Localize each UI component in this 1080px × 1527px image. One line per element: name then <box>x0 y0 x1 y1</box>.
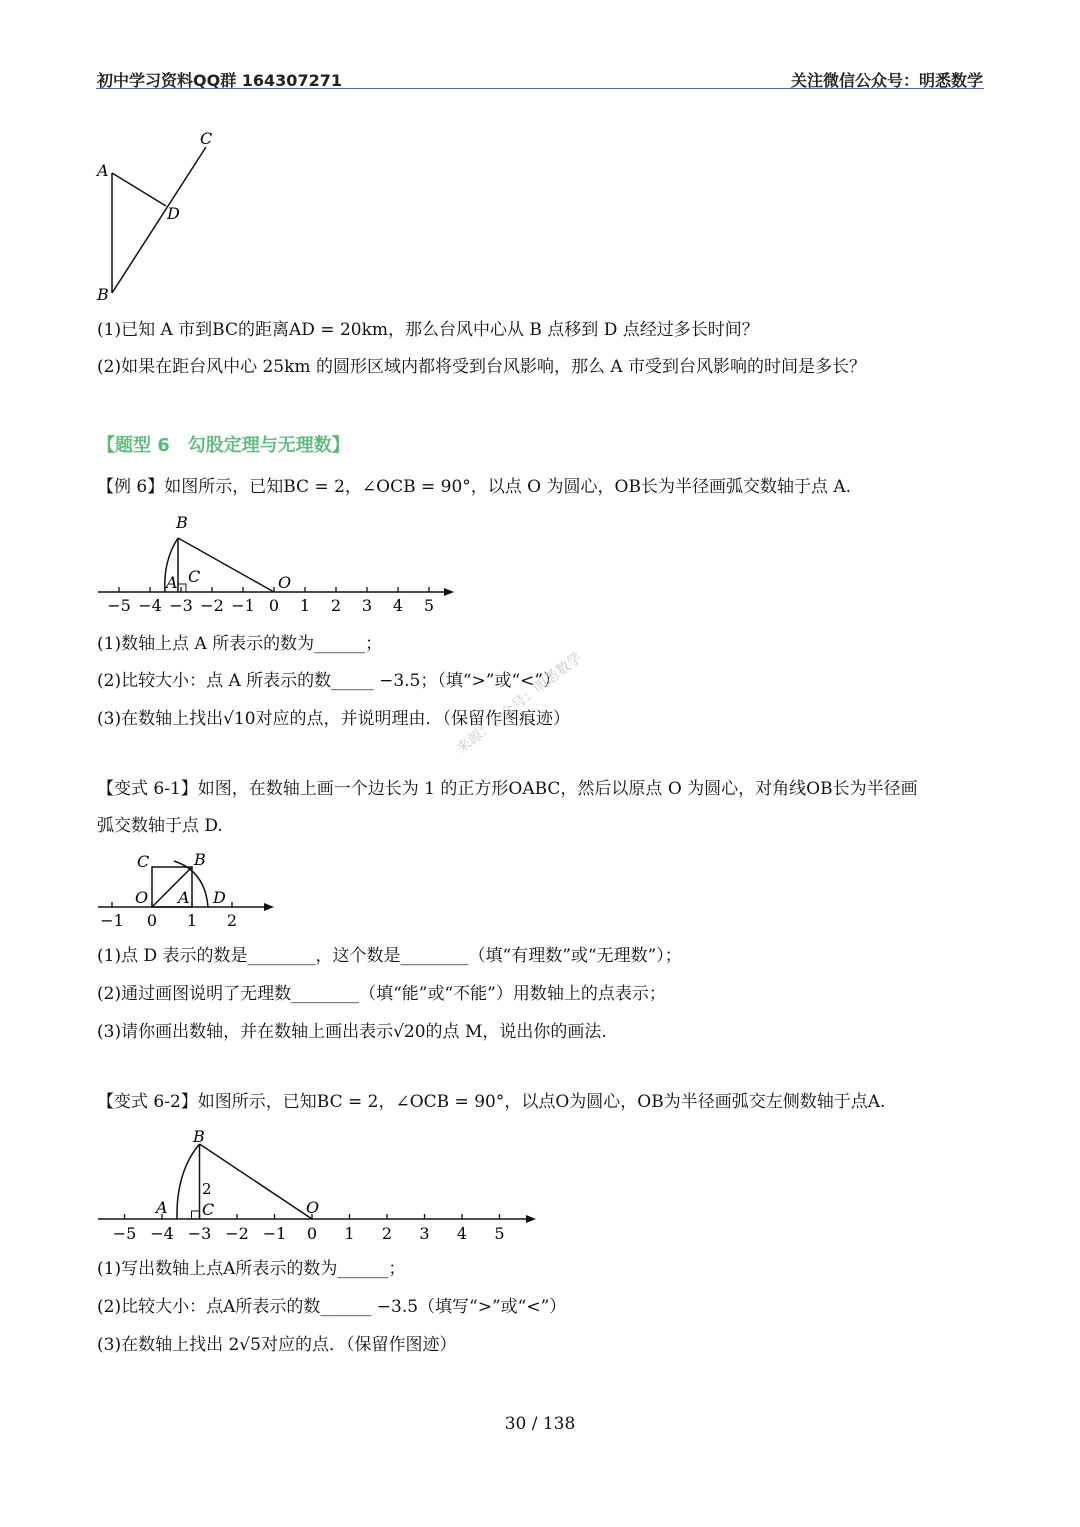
label-d: D <box>213 888 226 907</box>
header-left: 初中学习资料QQ群 164307271 <box>97 71 342 90</box>
axis-tick-label: 4 <box>392 596 404 615</box>
label-o: O <box>278 573 292 592</box>
figure-variant61 <box>90 845 285 933</box>
right-angle-mark <box>192 1211 200 1219</box>
line-bc <box>112 147 206 293</box>
label-b: B <box>194 850 206 869</box>
label-a: A <box>166 573 178 592</box>
example6-stem: 【例 6】如图所示，已知BC = 2，∠OCB = 90°，以点 O 为圆心，OB长为半径画弧交数轴于点 A. <box>97 477 852 497</box>
figure-triangle-abd <box>90 125 230 310</box>
segment-bo <box>200 1144 313 1219</box>
axis-tick-label: −1 <box>100 911 124 930</box>
label-c: C <box>200 129 213 148</box>
axis-tick-label: 3 <box>361 596 373 615</box>
right-angle-mark <box>178 584 186 592</box>
axis-arrow <box>264 903 274 911</box>
figure-example6 <box>90 506 460 618</box>
page-number: 30 / 138 <box>504 1414 576 1434</box>
label-b: B <box>176 513 188 532</box>
variant62-q3: (3)在数轴上找出 2√5对应的点．（保留作图迹） <box>97 1335 457 1355</box>
variant62-q1: (1)写出数轴上点A所表示的数为______； <box>97 1259 406 1279</box>
label-length: 2 <box>202 1180 212 1198</box>
axis-tick-label: −5 <box>112 1224 137 1243</box>
axis-tick-label: 2 <box>381 1224 393 1243</box>
label-d: D <box>167 204 180 223</box>
figure-variant62 <box>90 1122 545 1248</box>
label-c: C <box>202 1200 215 1219</box>
axis-tick-label: 0 <box>268 596 280 615</box>
axis-tick-label: −1 <box>262 1224 287 1243</box>
axis-tick-label: −4 <box>138 596 162 615</box>
segment-ad <box>112 173 166 206</box>
example6-q2: (2)比较大小：点 A 所表示的数_____ −3.5；（填“>”或“<”） <box>97 671 561 691</box>
label-b: B <box>97 285 109 304</box>
watermark: 来源：公众号：明悉数学 <box>453 649 586 757</box>
example6-q1: (1)数轴上点 A 所表示的数为______； <box>97 634 383 654</box>
axis-tick-label: −3 <box>187 1224 212 1243</box>
axis-tick-label: −1 <box>231 596 255 615</box>
label-o: O <box>135 888 149 907</box>
axis-tick-label: 1 <box>299 596 311 615</box>
axis-tick-label: 5 <box>423 596 435 615</box>
variant61-stem-line1: 【变式 6-1】如图，在数轴上画一个边长为 1 的正方形OABC，然后以原点 O 为圆心，对角线OB长为半径画 <box>97 779 918 799</box>
variant61-q2: (2)通过画图说明了无理数________（填“能”或“不能”）用数轴上的点表示； <box>97 984 666 1004</box>
arc-ob <box>177 1144 200 1219</box>
label-a: A <box>178 888 190 907</box>
axis-tick-label: 4 <box>456 1224 468 1243</box>
axis-tick-label: 0 <box>146 911 158 930</box>
axis-tick-label: −5 <box>107 596 131 615</box>
axis-tick-label: 2 <box>330 596 342 615</box>
axis-arrow <box>526 1215 536 1223</box>
header-rule <box>96 88 984 89</box>
question-top-2: (2)如果在距台风中心 25km 的圆形区域内都将受到台风影响，那么 A 市受到台风影响的时间是多长？ <box>97 357 867 377</box>
label-a: A <box>156 1198 168 1217</box>
label-c: C <box>137 852 150 871</box>
axis-tick-label: 1 <box>186 911 198 930</box>
label-o: O <box>306 1198 320 1217</box>
axis-tick-label: −2 <box>225 1224 249 1243</box>
axis-tick-label: −4 <box>150 1224 174 1243</box>
variant61-q3: (3)请你画出数轴，并在数轴上画出表示√20的点 M，说出你的画法. <box>97 1022 607 1042</box>
label-b: B <box>193 1127 205 1146</box>
axis-tick-label: 0 <box>306 1224 318 1243</box>
header-right: 关注微信公众号：明悉数学 <box>790 71 983 90</box>
axis-tick-label: −2 <box>200 596 224 615</box>
axis-arrow <box>444 588 454 596</box>
variant62-stem: 【变式 6-2】如图所示，已知BC = 2，∠OCB = 90°，以点O为圆心，OB为半径画弧交左侧数轴于点A. <box>97 1092 886 1112</box>
question-top-1: (1)已知 A 市到BC的距离AD = 20km，那么台风中心从 B 点移到 D 点经过多长时间？ <box>97 320 759 340</box>
axis-tick-label: −3 <box>169 596 193 615</box>
variant62-q2: (2)比较大小：点A所表示的数______ −3.5（填写“>”或“<”） <box>97 1297 567 1317</box>
variant61-stem-line2: 弧交数轴于点 D. <box>97 816 223 836</box>
label-c: C <box>188 567 201 586</box>
label-a: A <box>97 161 109 180</box>
axis-tick-label: 1 <box>344 1224 355 1243</box>
axis-tick-label: 2 <box>226 911 238 930</box>
axis-tick-label: 3 <box>419 1224 430 1243</box>
example6-q3: (3)在数轴上找出√10对应的点，并说明理由．（保留作图痕迹） <box>97 709 571 729</box>
axis-tick-label: 5 <box>494 1224 505 1243</box>
section-title: 【题型 6 勾股定理与无理数】 <box>97 435 350 456</box>
variant61-q1: (1)点 D 表示的数是________，这个数是________（填“有理数”或“无理数”）； <box>97 946 682 966</box>
